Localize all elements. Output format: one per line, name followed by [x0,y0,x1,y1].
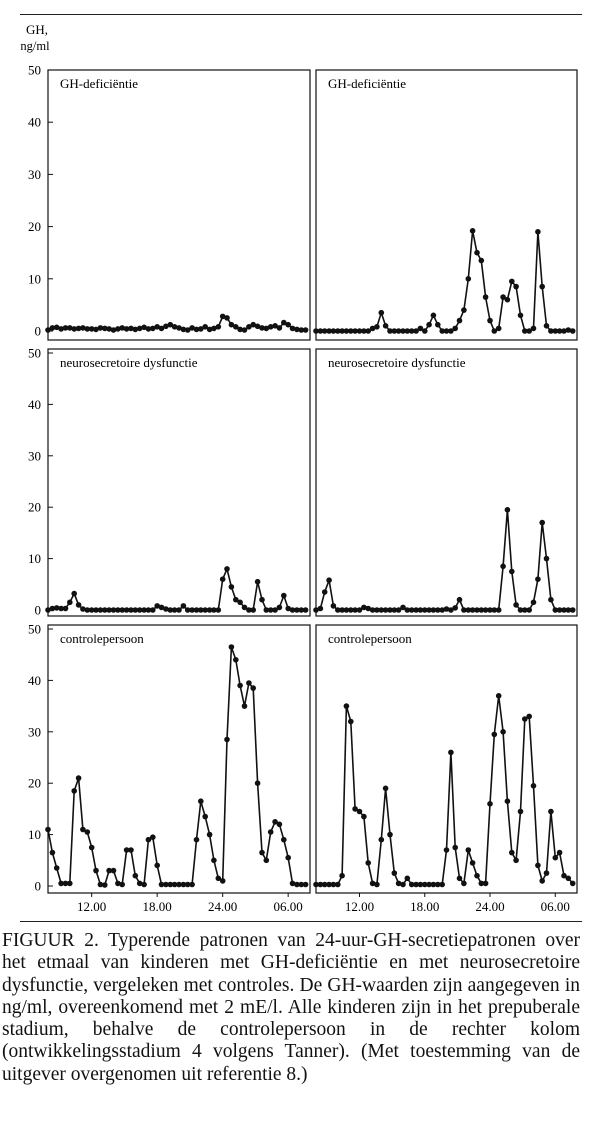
data-point [496,693,502,699]
data-point [509,279,515,285]
data-point [76,602,82,608]
data-point [474,250,480,256]
data-point [539,878,545,884]
data-point [544,870,550,876]
bottom-rule [20,921,582,922]
panel-title: controlepersoon [328,631,412,646]
data-point [339,873,345,879]
data-point [224,737,230,743]
data-point [487,801,493,807]
x-tick-label: 06.00 [540,899,570,914]
data-point [461,307,467,313]
panel-title: neurosecretoire dysfunctie [328,355,466,370]
panel-title: GH-deficiëntie [60,76,138,91]
data-point [229,644,235,650]
data-point [387,832,393,838]
data-point [435,322,441,328]
data-point [150,834,156,840]
data-point [531,600,537,606]
data-point [513,858,519,864]
data-point [487,318,493,324]
data-point [509,569,515,575]
data-point [194,837,200,843]
data-point [483,294,489,300]
series-line [316,696,573,885]
data-point [457,876,463,882]
data-point [237,600,243,606]
y-tick-label: 0 [34,878,41,894]
series-line [316,510,573,610]
panel-title: controlepersoon [60,631,144,646]
y-tick-label: 10 [28,827,41,843]
data-point [379,310,385,316]
data-point [303,327,309,333]
data-point [553,855,559,861]
data-point [93,868,99,874]
panel-frame [48,349,310,616]
data-point [216,607,222,613]
data-point [198,798,204,804]
x-tick-label: 12.00 [77,899,107,914]
data-point [518,809,524,815]
x-tick-label: 18.00 [410,899,440,914]
data-point [492,732,498,738]
data-point [348,719,354,725]
data-point [457,318,463,324]
data-point [259,850,265,856]
data-point [50,850,56,856]
data-point [71,591,77,597]
data-point [102,882,108,888]
data-point [277,325,283,331]
x-tick-label: 24.00 [475,899,505,914]
data-point [285,855,291,861]
y-tick-label: 20 [28,499,41,515]
data-point [544,556,550,562]
panel-frame [48,70,310,340]
data-point [474,873,480,879]
data-point [470,228,476,234]
series-line [48,647,306,885]
series-line [316,231,573,331]
data-point [220,878,226,884]
data-point [45,827,51,833]
data-point [246,680,252,686]
panel-frame [316,70,577,340]
data-point [303,607,309,613]
y-tick-label: 40 [28,396,41,412]
data-point [133,873,139,879]
data-point [405,876,411,882]
y-tick-label: 50 [28,62,41,78]
data-point [400,882,406,888]
data-point [470,860,476,866]
data-point [500,564,506,570]
data-point [150,607,156,613]
data-point [89,845,95,851]
data-point [535,229,541,235]
data-point [422,328,428,334]
data-point [496,326,502,332]
y-tick-label: 30 [28,166,41,182]
data-point [544,323,550,329]
panel-frame [48,625,310,893]
data-point [374,324,380,330]
data-point [128,847,134,853]
data-point [71,788,77,794]
data-point [539,284,545,290]
data-point [259,597,265,603]
y-tick-label: 20 [28,775,41,791]
y-tick-label: 30 [28,724,41,740]
data-point [326,577,332,583]
data-point [211,858,217,864]
panel-row1-right [313,70,577,340]
data-point [483,881,489,887]
data-point [242,703,248,709]
data-point [189,882,195,888]
data-point [181,603,187,609]
data-point [526,607,532,613]
data-point [357,809,363,815]
data-point [264,858,270,864]
data-point [466,276,472,282]
data-point [67,881,73,887]
data-point [141,882,147,888]
x-tick-label: 12.00 [344,899,375,914]
data-point [331,603,337,609]
data-point [322,589,328,595]
data-point [111,868,117,874]
data-point [505,507,511,513]
data-point [505,798,511,804]
panel-row2-left [28,346,310,618]
y-tick-label: 10 [28,271,41,287]
data-point [518,313,524,319]
data-point [281,837,287,843]
y-tick-label: 0 [34,602,41,618]
data-point [531,326,537,332]
data-point [479,258,485,264]
data-point [466,847,472,853]
data-point [374,882,380,888]
data-point [277,822,283,828]
data-point [566,876,572,882]
data-point [224,566,230,572]
data-point [220,576,226,582]
data-point [63,606,69,612]
data-point [216,324,222,330]
data-point [439,882,445,888]
y-tick-label: 40 [28,672,41,688]
data-point [570,607,576,613]
data-point [85,829,91,835]
data-point [207,832,213,838]
y-tick-label: 0 [34,323,41,339]
data-point [500,729,506,735]
data-point [233,657,239,663]
data-point [379,837,385,843]
data-point [229,584,235,590]
data-point [452,605,458,611]
data-point [531,783,537,789]
data-point [54,865,60,871]
panel-row3-right [313,625,577,893]
data-point [277,605,283,611]
data-point [250,685,256,691]
series-line [48,569,306,610]
data-point [448,750,454,756]
data-point [457,597,463,603]
data-point [67,600,73,606]
data-point [505,297,511,303]
data-point [570,328,576,334]
data-point [303,882,309,888]
data-point [452,845,458,851]
data-point [496,607,502,613]
y-axis-unit: ng/ml [20,39,50,53]
data-point [119,882,125,888]
data-point [431,313,437,319]
data-point [202,814,208,820]
data-point [224,315,230,321]
data-point [383,323,389,329]
data-point [255,780,261,786]
panel-title: GH-deficiëntie [328,76,406,91]
panel-title: neurosecretoire dysfunctie [60,355,198,370]
data-point [176,607,182,613]
data-point [76,775,82,781]
data-point [513,284,519,290]
data-point [535,576,541,582]
data-point [268,829,274,835]
data-point [570,881,576,887]
data-point [361,814,367,820]
data-point [318,606,324,612]
figure-caption: FIGUUR 2. Typerende patronen van 24-uur-GH-secretiepatronen over het etmaal van kinderen met GH-deficiëntie en met neurosecretoire dysfunctie, vergeleken met controles. De GH-waarden zijn aangegeven in ng/ml, overeenkomend met 2 mE/l. Alle kinderen zijn in het prepuberale stadium, behalve de controlepersoon in de rechter kolom (ontwikkelingsstadium 4 volgens Tanner). (Met toestemming van de uitgever overgenomen uit referentie 8.) [2,930,580,1085]
data-point [444,847,450,853]
y-tick-label: 10 [28,551,41,567]
data-point [335,882,341,888]
data-point [513,602,519,608]
data-point [383,786,389,792]
panel-row1-left [28,63,310,341]
y-axis-label: GH, [25,22,49,37]
data-point [452,326,458,332]
y-tick-label: 50 [28,345,41,361]
data-point [461,881,467,887]
data-point [365,860,371,866]
data-point [250,607,256,613]
data-point [535,863,541,869]
data-point [526,714,532,720]
panel-row3-left [28,622,310,894]
data-point [539,520,545,526]
y-tick-label: 30 [28,448,41,464]
y-tick-label: 40 [28,114,41,130]
panel-row2-right [313,349,577,616]
data-point [548,597,554,603]
data-point [285,322,291,328]
x-tick-label: 24.00 [208,899,238,914]
data-point [237,683,243,689]
data-point [426,322,432,328]
data-point [392,870,398,876]
y-tick-label: 50 [28,621,41,637]
x-tick-label: 06.00 [273,899,303,914]
data-point [154,863,160,869]
data-point [281,593,287,599]
x-tick-label: 18.00 [142,899,172,914]
y-tick-label: 20 [28,219,41,235]
data-point [509,850,515,856]
data-point [344,703,350,709]
data-point [548,809,554,815]
data-point [255,579,261,585]
data-point [557,850,563,856]
